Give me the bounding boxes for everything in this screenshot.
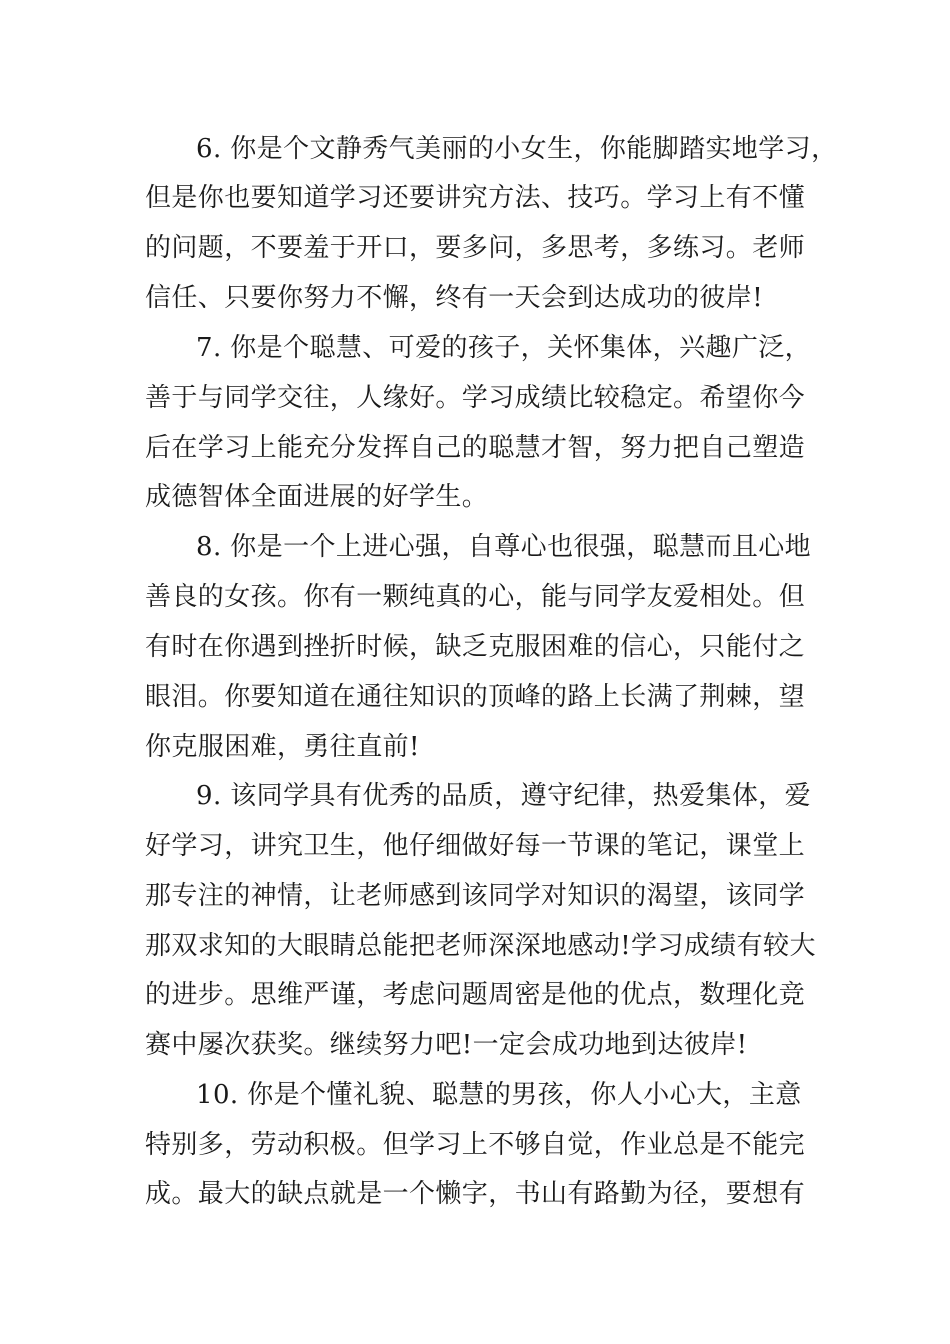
paragraph-10-line-3: 成。最大的缺点就是一个懒字，书山有路勤为径，要想有 [145, 1179, 806, 1209]
paragraph-9-line-2: 好学习，讲究卫生，他仔细做好每一节课的笔记，课堂上 [145, 831, 806, 861]
paragraph-8-line-1: 8. 你是一个上进心强，自尊心也很强，聪慧而且心地 [196, 532, 812, 562]
paragraph-6-line-1: 6. 你是个文静秀气美丽的小女生，你能脚踏实地学习， [196, 134, 838, 164]
paragraph-9-line-4: 那双求知的大眼睛总能把老师深深地感动!学习成绩有较大 [145, 931, 816, 961]
paragraph-6-line-2: 但是你也要知道学习还要讲究方法、技巧。学习上有不懂 [145, 183, 806, 213]
paragraph-7-line-1: 7. 你是个聪慧、可爱的孩子，关怀集体，兴趣广泛， [196, 333, 812, 363]
paragraph-7-line-3: 后在学习上能充分发挥自己的聪慧才智，努力把自己塑造 [145, 433, 806, 463]
paragraph-9-line-5: 的进步。思维严谨，考虑问题周密是他的优点，数理化竞 [145, 980, 806, 1010]
paragraph-7-line-4: 成德智体全面进展的好学生。 [145, 482, 489, 512]
paragraph-8-line-3: 有时在你遇到挫折时候，缺乏克服困难的信心，只能付之 [145, 632, 806, 662]
paragraph-7-line-2: 善于与同学交往，人缘好。学习成绩比较稳定。希望你今 [145, 383, 806, 413]
paragraph-10-line-2: 特别多，劳动积极。但学习上不够自觉，作业总是不能完 [145, 1130, 806, 1160]
paragraph-10-line-1: 10. 你是个懂礼貌、聪慧的男孩，你人小心大，主意 [196, 1080, 802, 1110]
paragraph-8-line-5: 你克服困难，勇往直前! [145, 732, 420, 762]
paragraph-9-line-6: 赛中屡次获奖。继续努力吧!一定会成功地到达彼岸! [145, 1030, 748, 1060]
paragraph-6-line-3: 的问题，不要羞于开口，要多问，多思考，多练习。老师 [145, 233, 806, 263]
paragraph-8-line-4: 眼泪。你要知道在通往知识的顶峰的路上长满了荆棘，望 [145, 682, 806, 712]
paragraph-8-line-2: 善良的女孩。你有一颗纯真的心，能与同学友爱相处。但 [145, 582, 806, 612]
paragraph-6-line-4: 信任、只要你努力不懈，终有一天会到达成功的彼岸! [145, 283, 764, 313]
paragraph-9-line-3: 那专注的神情，让老师感到该同学对知识的渴望，该同学 [145, 881, 806, 911]
paragraph-9-line-1: 9. 该同学具有优秀的品质，遵守纪律，热爱集体，爱 [196, 781, 812, 811]
